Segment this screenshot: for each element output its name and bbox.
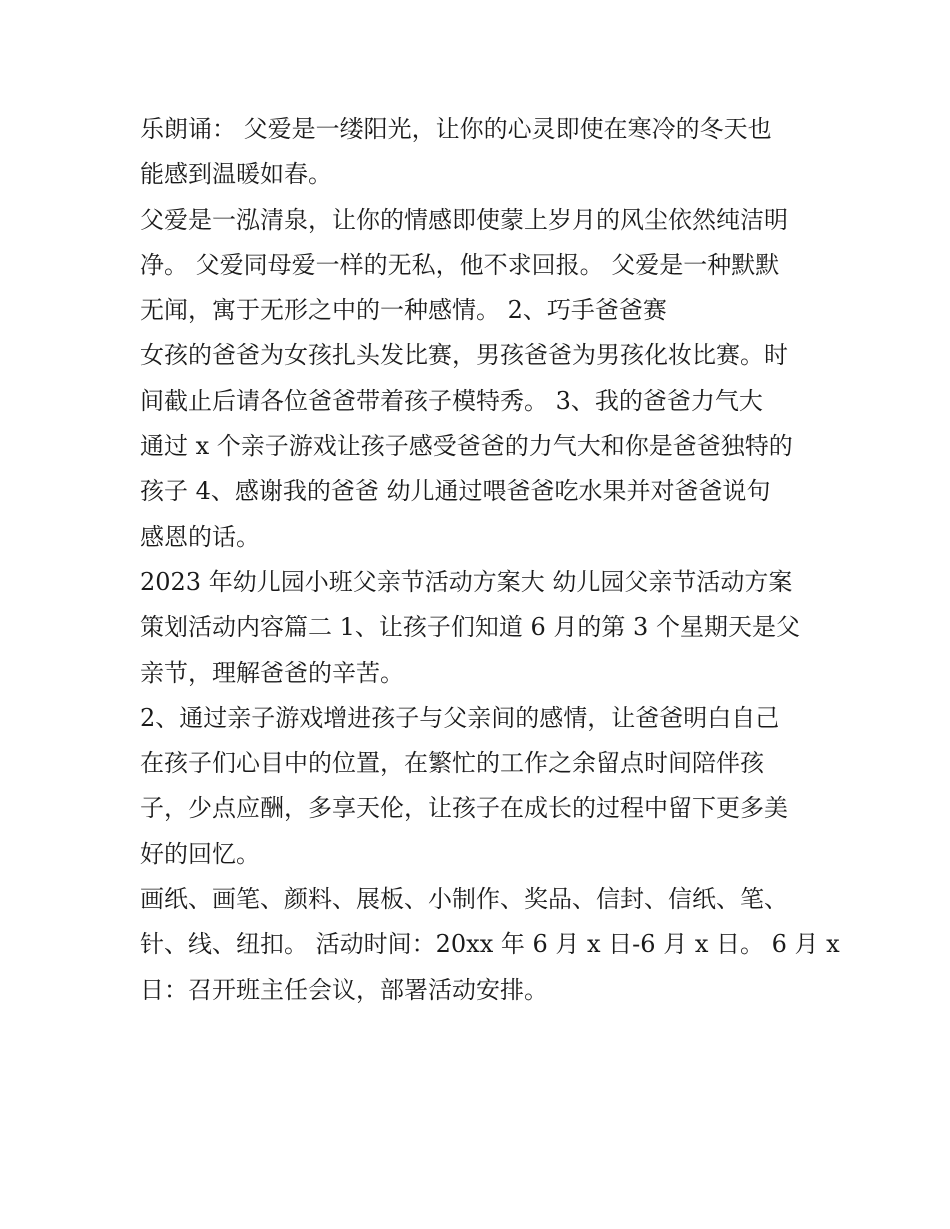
text-line: 间截止后请各位爸爸带着孩子模特秀。 3、我的爸爸力气大	[140, 386, 763, 415]
text-line: 女孩的爸爸为女孩扎头发比赛，男孩爸爸为男孩化妆比赛。时	[140, 341, 788, 370]
text-line: 2023 年幼儿园小班父亲节活动方案大 幼儿园父亲节活动方案	[140, 567, 793, 596]
text-line: 净。 父爱同母爱一样的无私，他不求回报。 父爱是一种默默	[140, 250, 780, 279]
text-line: 亲节，理解爸爸的辛苦。	[140, 658, 404, 687]
text-line: 日：召开班主任会议，部署活动安排。	[140, 975, 548, 1004]
text-line: 能感到温暖如春。	[140, 160, 332, 189]
text-line: 在孩子们心目中的位置，在繁忙的工作之余留点时间陪伴孩	[140, 749, 764, 778]
text-line: 感恩的话。	[140, 522, 260, 551]
text-line: 策划活动内容篇二 1、让孩子们知道 6 月的第 3 个星期天是父	[140, 613, 800, 642]
text-line: 针、线、纽扣。 活动时间：20xx 年 6 月 x 日-6 月 x 日。 6 月 x	[140, 930, 840, 959]
text-line: 无闻，寓于无形之中的一种感情。 2、巧手爸爸赛	[140, 296, 667, 325]
text-line: 画纸、画笔、颜料、展板、小制作、奖品、信封、信纸、笔、	[140, 885, 788, 914]
text-line: 子，少点应酬，多享天伦，让孩子在成长的过程中留下更多美	[140, 794, 788, 823]
text-line: 好的回忆。	[140, 839, 260, 868]
text-line: 通过 x 个亲子游戏让孩子感受爸爸的力气大和你是爸爸独特的	[140, 432, 793, 461]
document-body	[140, 107, 840, 1013]
text-line: 父爱是一泓清泉，让你的情感即使蒙上岁月的风尘依然纯洁明	[140, 205, 788, 234]
text-line: 2、通过亲子游戏增进孩子与父亲间的感情，让爸爸明白自己	[140, 703, 780, 732]
text-line: 孩子 4、感谢我的爸爸 幼儿通过喂爸爸吃水果并对爸爸说句	[140, 477, 771, 506]
text-line: 乐朗诵： 父爱是一缕阳光，让你的心灵即使在寒冷的冬天也	[140, 115, 772, 143]
